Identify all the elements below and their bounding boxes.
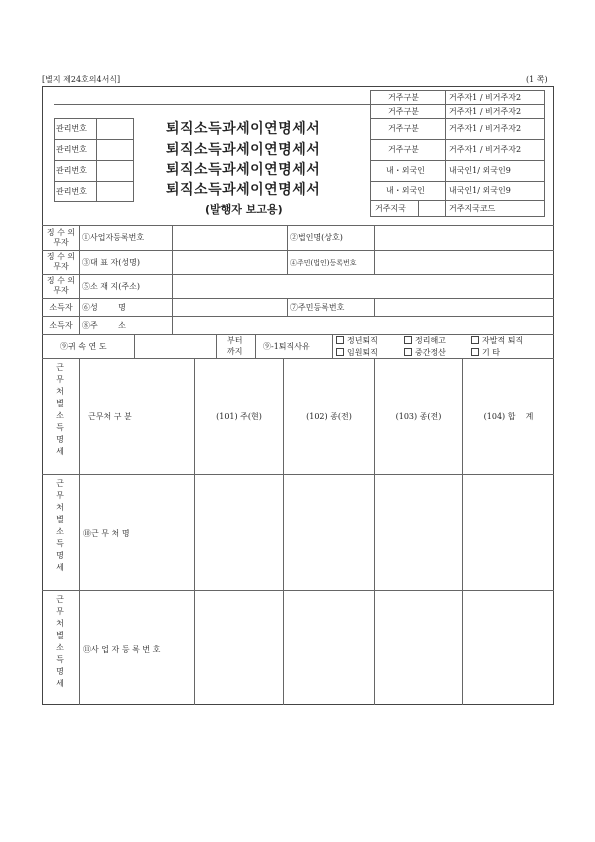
form-title: 퇴직소득과세이연명세서 — [166, 182, 321, 198]
checkbox-icon — [404, 336, 412, 344]
residence-type-label: 거주구분 — [388, 145, 419, 154]
retirement-reason-label: ⑨-1퇴직사유 — [263, 342, 310, 351]
management-number-label: 관리번호 — [56, 124, 87, 133]
column-header-previous-2: (103) 종(전) — [395, 412, 442, 421]
earner-resident-no-field[interactable] — [375, 299, 553, 315]
workplace-name-previous-1-field[interactable] — [284, 475, 373, 589]
column-header-total: (104) 합 계 — [483, 412, 534, 421]
earner-name-field[interactable] — [173, 299, 286, 315]
workplace-name-total-field[interactable] — [463, 475, 553, 589]
reason-label: 자발적 퇴직 — [482, 336, 524, 345]
workplace-side-label: 근 무 처 별 소 득 명 세 — [56, 479, 64, 572]
residence-country-code-label: 거주지국코드 — [449, 204, 496, 213]
management-number-field[interactable] — [97, 140, 133, 159]
workplace-name-previous-2-field[interactable] — [375, 475, 461, 589]
workplace-biz-reg-no-total-field[interactable] — [463, 591, 553, 704]
biz-reg-no-field[interactable] — [173, 226, 286, 249]
payer-row-label: 징 수 의무자 — [46, 276, 76, 295]
earner-row-label: 소득자 — [49, 303, 73, 312]
workplace-biz-reg-no-previous-1-field[interactable] — [284, 591, 373, 704]
payer-address-field[interactable] — [173, 275, 553, 297]
workplace-biz-reg-no-label: ⑪사 업 자 등 록 번 호 — [83, 645, 161, 654]
reason-interim-settlement-checkbox[interactable] — [404, 348, 446, 358]
management-number-label: 관리번호 — [56, 166, 87, 175]
workplace-name-current-field[interactable] — [195, 475, 282, 589]
earner-name-label: ⑥성 명 — [82, 303, 126, 312]
residence-country-field[interactable] — [419, 201, 444, 216]
payer-resident-no-field[interactable] — [375, 251, 553, 273]
checkbox-icon — [471, 348, 479, 356]
nationality-value[interactable]: 내국인1/ 외국인9 — [449, 186, 511, 195]
reason-other-checkbox[interactable] — [471, 348, 500, 358]
workplace-biz-reg-no-previous-2-field[interactable] — [375, 591, 461, 704]
earner-address-field[interactable] — [173, 317, 553, 333]
attribution-year-label: ⑨귀 속 연 도 — [60, 342, 107, 351]
form-subtitle: (발행자 보고용) — [205, 203, 283, 216]
form-title: 퇴직소득과세이연명세서 — [166, 162, 321, 178]
checkbox-icon — [404, 348, 412, 356]
management-number-label: 관리번호 — [56, 187, 87, 196]
workplace-biz-reg-no-current-field[interactable] — [195, 591, 282, 704]
representative-label: ③대 표 자(성명) — [82, 258, 140, 267]
representative-field[interactable] — [173, 251, 286, 273]
payer-row-label: 징 수 의무자 — [46, 252, 76, 271]
reason-label: 중간정산 — [415, 348, 446, 357]
management-number-field[interactable] — [97, 119, 133, 138]
residence-type-value[interactable]: 거주자1 / 비거주자2 — [449, 124, 522, 133]
reason-retirement-age-checkbox[interactable] — [336, 336, 378, 346]
to-label: 까지 — [227, 347, 243, 356]
residence-type-value[interactable]: 거주자1 / 비거주자2 — [449, 93, 522, 102]
reason-label: 기 타 — [482, 348, 500, 357]
reason-executive-checkbox[interactable] — [336, 348, 378, 358]
column-header-previous-1: (102) 종(전) — [306, 412, 352, 421]
workplace-name-label: ⑩근 무 처 명 — [83, 529, 130, 538]
corp-name-label: ②법인명(상호) — [290, 233, 343, 242]
residence-country-label: 거주지국 — [375, 204, 406, 213]
management-number-label: 관리번호 — [56, 145, 87, 154]
management-number-field[interactable] — [97, 182, 133, 201]
nationality-label: 내・외국인 — [386, 186, 425, 195]
from-label: 부터 — [227, 336, 243, 345]
workplace-side-label: 근 무 처 별 소 득 명 세 — [56, 595, 64, 688]
management-number-field[interactable] — [97, 161, 133, 180]
residence-type-value[interactable]: 거주자1 / 비거주자2 — [449, 145, 522, 154]
residence-type-label: 거주구분 — [388, 93, 419, 102]
payer-row-label: 징 수 의무자 — [46, 228, 76, 247]
column-header-current: (101) 주(현) — [216, 412, 262, 421]
attribution-year-field[interactable] — [135, 335, 215, 357]
payer-address-label: ⑤소 재 지(주소) — [82, 282, 140, 291]
checkbox-icon — [336, 348, 344, 356]
reason-layoff-checkbox[interactable] — [404, 336, 446, 346]
form-number: [별지 제24호의4서식] — [42, 75, 121, 84]
reason-label: 임원퇴직 — [347, 348, 378, 357]
residence-type-label: 거주구분 — [388, 107, 419, 116]
residence-type-value[interactable]: 거주자1 / 비거주자2 — [449, 107, 522, 116]
workplace-side-label: 근 무 처 별 소 득 명 세 — [56, 363, 64, 456]
workplace-division-label: 근무처 구 분 — [88, 412, 132, 421]
nationality-value[interactable]: 내국인1/ 외국인9 — [449, 166, 511, 175]
nationality-label: 내・외국인 — [386, 166, 425, 175]
corp-name-field[interactable] — [375, 226, 553, 249]
residence-type-label: 거주구분 — [388, 124, 419, 133]
reason-voluntary-checkbox[interactable] — [471, 336, 523, 346]
earner-row-label: 소득자 — [49, 321, 73, 330]
reason-label: 정리해고 — [415, 336, 446, 345]
checkbox-icon — [336, 336, 344, 344]
checkbox-icon — [471, 336, 479, 344]
payer-resident-no-label: ④주민(법인)등록번호 — [290, 259, 357, 267]
earner-resident-no-label: ⑦주민등록번호 — [290, 303, 345, 312]
form-title: 퇴직소득과세이연명세서 — [166, 142, 321, 158]
earner-address-label: ⑧주 소 — [82, 321, 126, 330]
page-indicator: (1 쪽) — [526, 75, 548, 84]
form-title: 퇴직소득과세이연명세서 — [166, 121, 321, 137]
reason-label: 정년퇴직 — [347, 336, 378, 345]
biz-reg-no-label: ①사업자등록번호 — [82, 233, 145, 242]
